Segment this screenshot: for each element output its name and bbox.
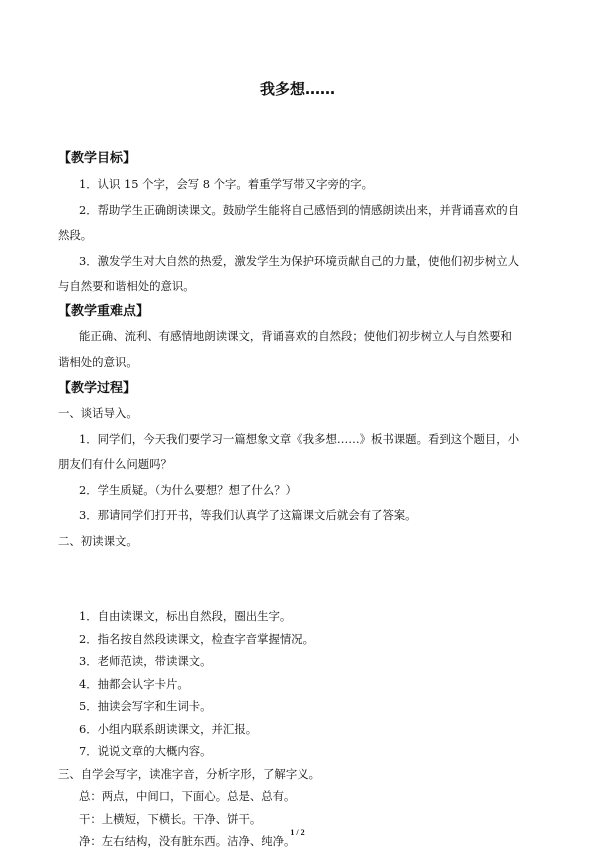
goal-line-2: 2．帮助学生正确朗读课文。鼓励学生能将自己感悟到的情感朗读出来，并背诵喜欢的自 (79, 203, 520, 217)
process-line-8: 2．指名按自然段读课文，检查字音掌握情况。 (79, 631, 315, 646)
goal-line-3: 然段。 (58, 228, 93, 242)
page-number: 1 / 2 (290, 828, 305, 837)
heading-teaching-goals: 【教学目标】 (58, 151, 137, 166)
process-line-1: 一、谈话导入。 (58, 406, 138, 420)
process-line-11: 5．抽读会写字和生词卡。 (79, 699, 212, 713)
process-line-7: 1．自由读课文，标出自然段，圈出生字。 (79, 609, 292, 623)
process-line-3: 朋友们有什么问题吗？ (58, 457, 172, 471)
process-line-9: 3．老师范读，带读课文。 (79, 654, 212, 668)
heading-key-points: 【教学重难点】 (58, 304, 150, 319)
process-line-10: 4．抽都会认字卡片。 (79, 676, 189, 691)
goal-line-5: 与自然要和谐相处的意识。 (58, 279, 195, 293)
process-line-12: 6．小组内联系朗读课文，并汇报。 (79, 721, 258, 736)
process-line-17: 净：左右结构，没有脏东西。洁净、纯净。 (79, 834, 296, 848)
document-title: 我多想…… (259, 80, 335, 98)
process-line-15: 总：两点，中间口，下面心。总是、总有。 (79, 789, 296, 803)
goal-line-1: 1．认识 15 个字，会写 8 个字。着重学写带又字旁的字。 (79, 177, 374, 191)
process-line-16: 干：上横短，下横长。干净、饼干。 (79, 811, 262, 826)
process-line-2: 1．同学们，今天我们要学习一篇想象文章《我多想……》板书课题。看到这个题目，小 (79, 432, 520, 446)
process-line-14: 三、自学会写字，读准字音，分析字形，了解字义。 (58, 766, 320, 781)
key-point-line-1: 能正确、流利、有感情地朗读课文，背诵喜欢的自然段；使他们初步树立人与自然要和 (79, 329, 512, 343)
process-line-13: 7．说说文章的大概内容。 (79, 744, 212, 758)
goal-line-4: 3．激发学生对大自然的热爱，激发学生为保护环境贡献自己的力量，使他们初步树立人 (79, 254, 520, 268)
key-point-line-2: 谐相处的意识。 (58, 355, 138, 369)
process-line-6: 二、初读课文。 (58, 534, 138, 548)
process-line-5: 3．那请同学们打开书，等我们认真学了这篇课文后就会有了答案。 (79, 508, 417, 522)
heading-teaching-process: 【教学过程】 (58, 381, 137, 396)
process-line-4: 2．学生质疑。（为什么要想？想了什么？） (79, 483, 297, 497)
